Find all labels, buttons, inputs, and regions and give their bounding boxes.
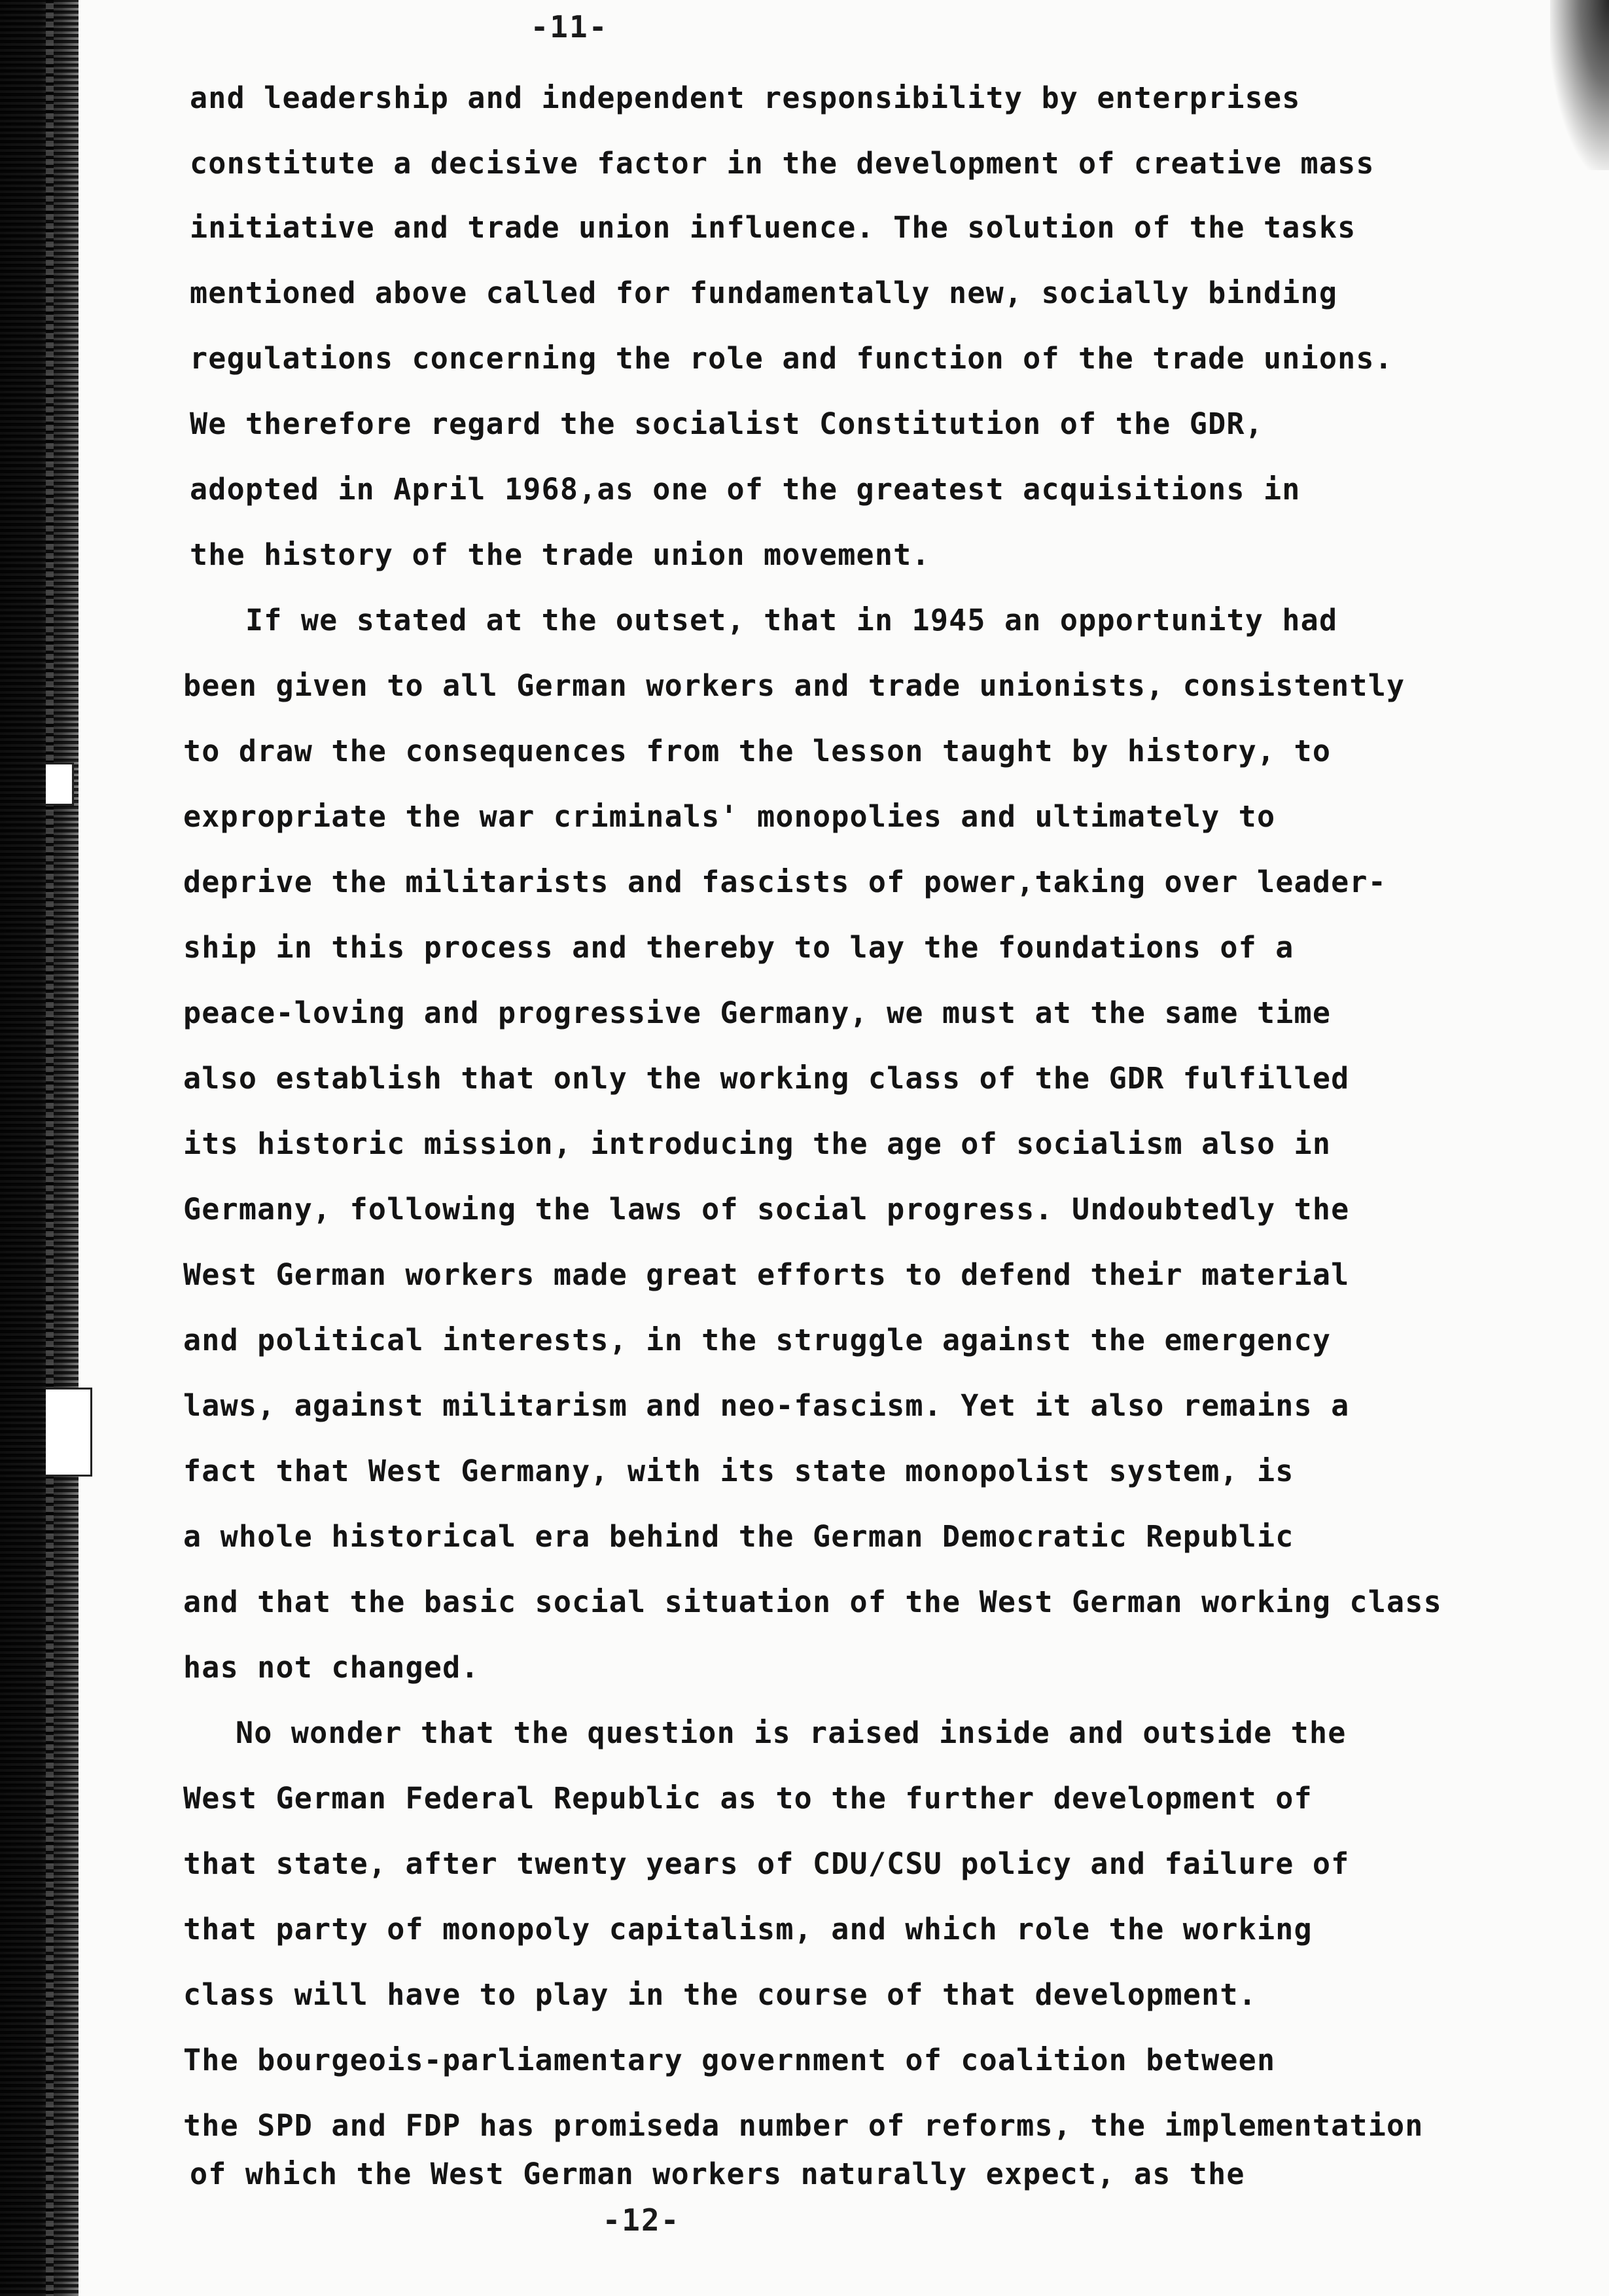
text-line: of which the West German workers naturally expect, as the	[190, 2157, 1245, 2191]
text-line: a whole historical era behind the German Democratic Republic	[183, 1519, 1294, 1554]
text-line: been given to all German workers and trade unionists, consistently	[183, 668, 1406, 703]
text-line: its historic mission, introducing the age of socialism also in	[183, 1126, 1332, 1161]
text-line: West German Federal Republic as to the further development of	[183, 1781, 1313, 1816]
text-line: adopted in April 1968,as one of the greatest acquisitions in	[190, 472, 1301, 507]
text-line: We therefore regard the socialist Constitution of the GDR,	[190, 406, 1264, 441]
text-line: initiative and trade union influence. The solution of the tasks	[190, 210, 1356, 245]
text-line: deprive the militarists and fascists of power,taking over leader-	[183, 865, 1387, 899]
text-line: that party of monopoly capitalism, and which role the working	[183, 1912, 1313, 1946]
text-line: regulations concerning the role and function of the trade unions.	[190, 341, 1393, 376]
page-number-bottom: -12-	[602, 2202, 681, 2238]
text-line: No wonder that the question is raised inside and outside the	[236, 1715, 1347, 1750]
binding-tab	[46, 762, 74, 806]
text-line: laws, against militarism and neo-fascism. Yet it also remains a	[183, 1388, 1350, 1423]
text-line: and political interests, in the struggle against the emergency	[183, 1323, 1332, 1357]
text-line: peace-loving and progressive Germany, we must at the same time	[183, 996, 1332, 1030]
text-line: the history of the trade union movement.	[190, 537, 930, 572]
text-line: Germany, following the laws of social progress. Undoubtedly the	[183, 1192, 1350, 1227]
text-line: expropriate the war criminals' monopolies and ultimately to	[183, 799, 1276, 834]
text-line: and that the basic social situation of the West German working class	[183, 1585, 1442, 1619]
text-line: If we stated at the outset, that in 1945 an opportunity had	[245, 603, 1338, 637]
text-line: has not changed.	[183, 1650, 480, 1685]
text-line: fact that West Germany, with its state monopolist system, is	[183, 1454, 1294, 1488]
text-line: class will have to play in the course of that development.	[183, 1977, 1257, 2012]
text-line: mentioned above called for fundamentally new, socially binding	[190, 276, 1338, 310]
text-line: constitute a decisive factor in the development of creative mass	[190, 146, 1375, 181]
text-line: the SPD and FDP has promiseda number of reforms, the implementation	[183, 2108, 1424, 2143]
binding-edge	[0, 0, 79, 2296]
text-line: West German workers made great efforts to defend their material	[183, 1257, 1350, 1292]
text-line: to draw the consequences from the lesson taught by history, to	[183, 734, 1332, 768]
text-line: also establish that only the working class of the GDR fulfilled	[183, 1061, 1350, 1096]
binding-tab	[46, 1388, 92, 1477]
scan-shadow	[1550, 0, 1609, 170]
text-line: The bourgeois-parliamentary government of coalition between	[183, 2043, 1276, 2077]
page-number-top: -11-	[530, 9, 609, 45]
text-line: ship in this process and thereby to lay the foundations of a	[183, 930, 1294, 965]
text-line: and leadership and independent responsibility by enterprises	[190, 81, 1301, 115]
text-line: that state, after twenty years of CDU/CSU policy and failure of	[183, 1846, 1350, 1881]
